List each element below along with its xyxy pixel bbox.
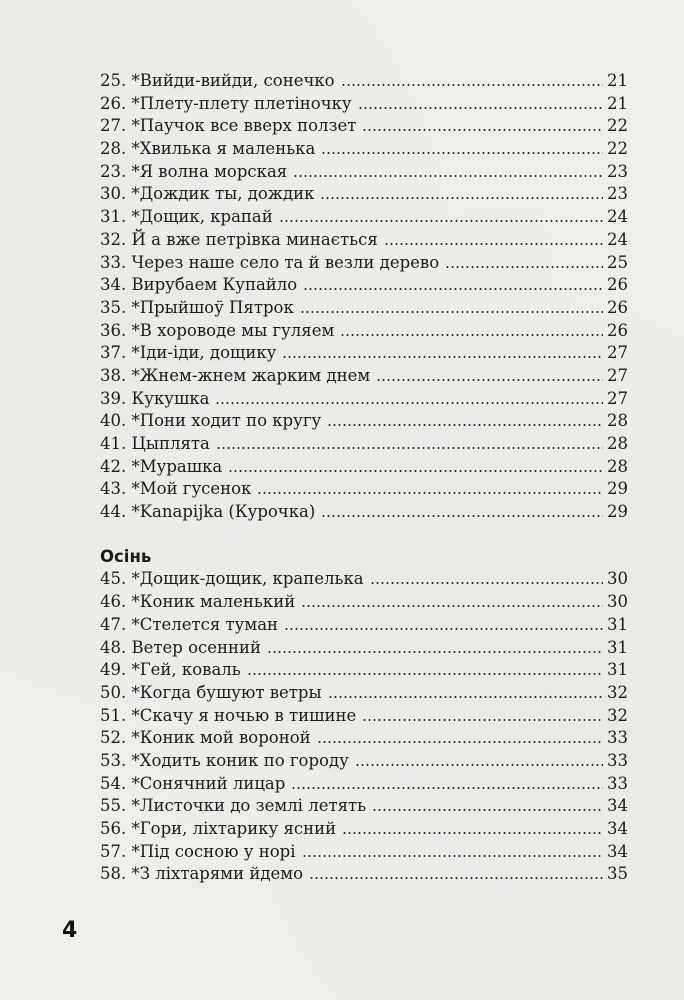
toc-entry (100, 410, 628, 433)
toc-entry (100, 206, 628, 229)
toc-entry-page: 21 (607, 71, 628, 90)
toc-entry-page: 33 (607, 773, 628, 793)
dot-leader (342, 832, 603, 834)
table-of-contents (100, 70, 628, 886)
dot-leader (370, 582, 603, 584)
dot-leader (384, 243, 603, 245)
toc-entry (100, 501, 628, 524)
dot-leader (327, 424, 603, 426)
toc-entry-page: 30 (607, 569, 628, 589)
toc-entry-page: 22 (607, 116, 628, 136)
toc-entry-title: 23. *Я волна морская (100, 161, 288, 181)
dot-leader (301, 605, 603, 607)
dot-leader (257, 492, 603, 494)
dot-leader (362, 129, 603, 131)
toc-entry-title: 36. *В хороводе мы гуляем (100, 320, 335, 340)
toc-entry-page: 31 (607, 614, 628, 634)
dot-leader (362, 719, 603, 721)
toc-entry (100, 863, 628, 886)
toc-entry-page: 27 (607, 365, 628, 385)
toc-entry (100, 456, 628, 479)
toc-entry-page: 29 (607, 502, 628, 522)
toc-entry-page: 33 (607, 728, 628, 748)
toc-entry (100, 388, 628, 411)
toc-entry (100, 70, 628, 93)
toc-entry-title: 28. *Хвилька я маленька (100, 139, 316, 159)
toc-entry (100, 659, 628, 682)
toc-entry (100, 161, 628, 184)
toc-entry (100, 727, 628, 750)
dot-leader (300, 311, 603, 313)
toc-entry-page: 28 (607, 456, 628, 476)
toc-entry-page: 28 (607, 411, 628, 431)
toc-entry-title: 50. *Когда бушуют ветры (100, 682, 322, 702)
toc-entry-title: 25. *Вийди-вийди, сонечко (100, 71, 335, 90)
toc-entry-page: 23 (607, 184, 628, 204)
dot-leader (445, 266, 603, 268)
dot-leader (376, 379, 603, 381)
toc-entry-title: 48. Ветер осенний (100, 637, 262, 657)
toc-entry-page: 26 (607, 320, 628, 340)
toc-entry-title: 46. *Коник маленький (100, 592, 296, 612)
toc-entry (100, 138, 628, 161)
toc-entry-page: 26 (607, 297, 628, 317)
dot-leader (355, 764, 603, 766)
toc-entry (100, 637, 628, 660)
dot-leader (320, 197, 603, 199)
toc-entry-title: 30. *Дождик ты, дождик (100, 184, 315, 204)
dot-leader (317, 741, 603, 743)
toc-entry-title: 56. *Гори, ліхтарику ясний (100, 819, 337, 838)
dot-leader (291, 787, 603, 789)
toc-entry-page: 32 (607, 682, 628, 702)
toc-entry-page: 31 (607, 660, 628, 680)
dot-leader (284, 628, 603, 630)
toc-entry-page: 27 (607, 388, 628, 408)
toc-entry-page: 30 (607, 592, 628, 612)
toc-entry (100, 365, 628, 388)
dot-leader (293, 175, 603, 177)
toc-list-autumn (100, 568, 628, 886)
dot-leader (309, 877, 603, 879)
page-number: 4 (62, 918, 78, 943)
toc-entry-page: 34 (607, 796, 628, 816)
toc-entry-title: 54. *Сонячний лицар (100, 773, 286, 793)
toc-entry-title: 32. Й а вже петрівка минається (100, 229, 378, 249)
toc-entry-page: 28 (607, 434, 628, 453)
toc-entry (100, 750, 628, 773)
toc-entry-title: 55. *Листочки до землі летять (100, 796, 367, 816)
toc-entry-page: 27 (607, 343, 628, 363)
dot-leader (216, 447, 603, 449)
toc-entry (100, 297, 628, 320)
toc-list-summer (100, 70, 628, 524)
toc-entry-title: 49. *Гей, коваль (100, 660, 241, 680)
toc-entry-title: 27. *Паучок все вверх ползет (100, 116, 357, 136)
dot-leader (358, 107, 603, 109)
toc-entry (100, 274, 628, 297)
toc-entry-title: 53. *Ходить коник по городу (100, 750, 349, 770)
toc-entry-title: 41. Цыплята (100, 434, 210, 453)
toc-entry-title: 38. *Жнем-жнем жарким днем (100, 365, 371, 385)
toc-entry (100, 773, 628, 796)
toc-entry-title: 47. *Стелется туман (100, 614, 279, 634)
toc-entry-title: 58. *З ліхтарями йдемо (100, 864, 304, 884)
toc-entry-page: 22 (607, 139, 628, 159)
toc-entry (100, 252, 628, 275)
toc-entry-page: 25 (607, 252, 628, 272)
toc-entry-page: 34 (607, 819, 628, 838)
toc-entry-page: 21 (607, 93, 628, 113)
toc-entry (100, 433, 628, 456)
toc-entry (100, 93, 628, 116)
dot-leader (341, 84, 603, 86)
toc-entry-page: 24 (607, 229, 628, 249)
toc-entry (100, 818, 628, 841)
toc-entry-title: 26. *Плету-плету плетіночку (100, 93, 352, 113)
toc-entry (100, 614, 628, 637)
dot-leader (303, 288, 603, 290)
dot-leader (247, 673, 603, 675)
toc-entry-page: 33 (607, 750, 628, 770)
dot-leader (215, 402, 603, 404)
toc-entry (100, 115, 628, 138)
dot-leader (267, 651, 603, 653)
toc-entry (100, 795, 628, 818)
section-title: Осінь (100, 546, 152, 566)
toc-entry (100, 183, 628, 206)
dot-leader (302, 855, 604, 857)
toc-entry-page: 24 (607, 207, 628, 227)
toc-entry-title: 51. *Скачу я ночью в тишине (100, 705, 357, 725)
toc-entry-page: 34 (607, 841, 628, 861)
dot-leader (279, 220, 603, 222)
dot-leader (228, 470, 603, 472)
toc-entry (100, 841, 628, 864)
toc-entry-title: 52. *Коник мой вороной (100, 728, 311, 748)
toc-entry-page: 23 (607, 161, 628, 181)
toc-entry-title: 33. Через наше село та й везли дерево (100, 252, 440, 272)
toc-entry (100, 682, 628, 705)
toc-entry-title: 35. *Прыйшоў Пятрок (100, 297, 294, 317)
toc-entry (100, 591, 628, 614)
toc-entry-page: 35 (607, 864, 628, 884)
toc-entry (100, 705, 628, 728)
toc-entry-title: 43. *Мой гусенок (100, 479, 252, 499)
dot-leader (372, 809, 603, 811)
dot-leader (321, 152, 603, 154)
toc-entry-page: 29 (607, 479, 628, 499)
toc-entry-title: 44. *Kanapijka (Курочка) (100, 502, 316, 522)
dot-leader (321, 515, 603, 517)
toc-entry-page: 26 (607, 275, 628, 295)
dot-leader (340, 334, 603, 336)
dot-leader (282, 356, 603, 358)
dot-leader (328, 696, 603, 698)
toc-entry-page: 31 (607, 637, 628, 657)
toc-entry (100, 320, 628, 343)
toc-entry (100, 568, 628, 591)
toc-entry-title: 34. Вирубаем Купайло (100, 275, 298, 295)
toc-entry (100, 229, 628, 252)
toc-entry-title: 37. *Іди-іди, дощику (100, 343, 277, 363)
toc-entry-title: 42. *Мурашка (100, 456, 223, 476)
toc-entry-page: 32 (607, 705, 628, 725)
toc-entry-title: 57. *Під сосною у норі (100, 841, 296, 861)
toc-entry-title: 39. Кукушка (100, 388, 210, 408)
toc-entry-title: 31. *Дощик, крапай (100, 207, 273, 227)
toc-entry (100, 478, 628, 501)
toc-entry-title: 45. *Дощик-дощик, крапелька (100, 569, 364, 589)
toc-entry-title: 40. *Пони ходит по кругу (100, 411, 322, 431)
toc-entry (100, 342, 628, 365)
